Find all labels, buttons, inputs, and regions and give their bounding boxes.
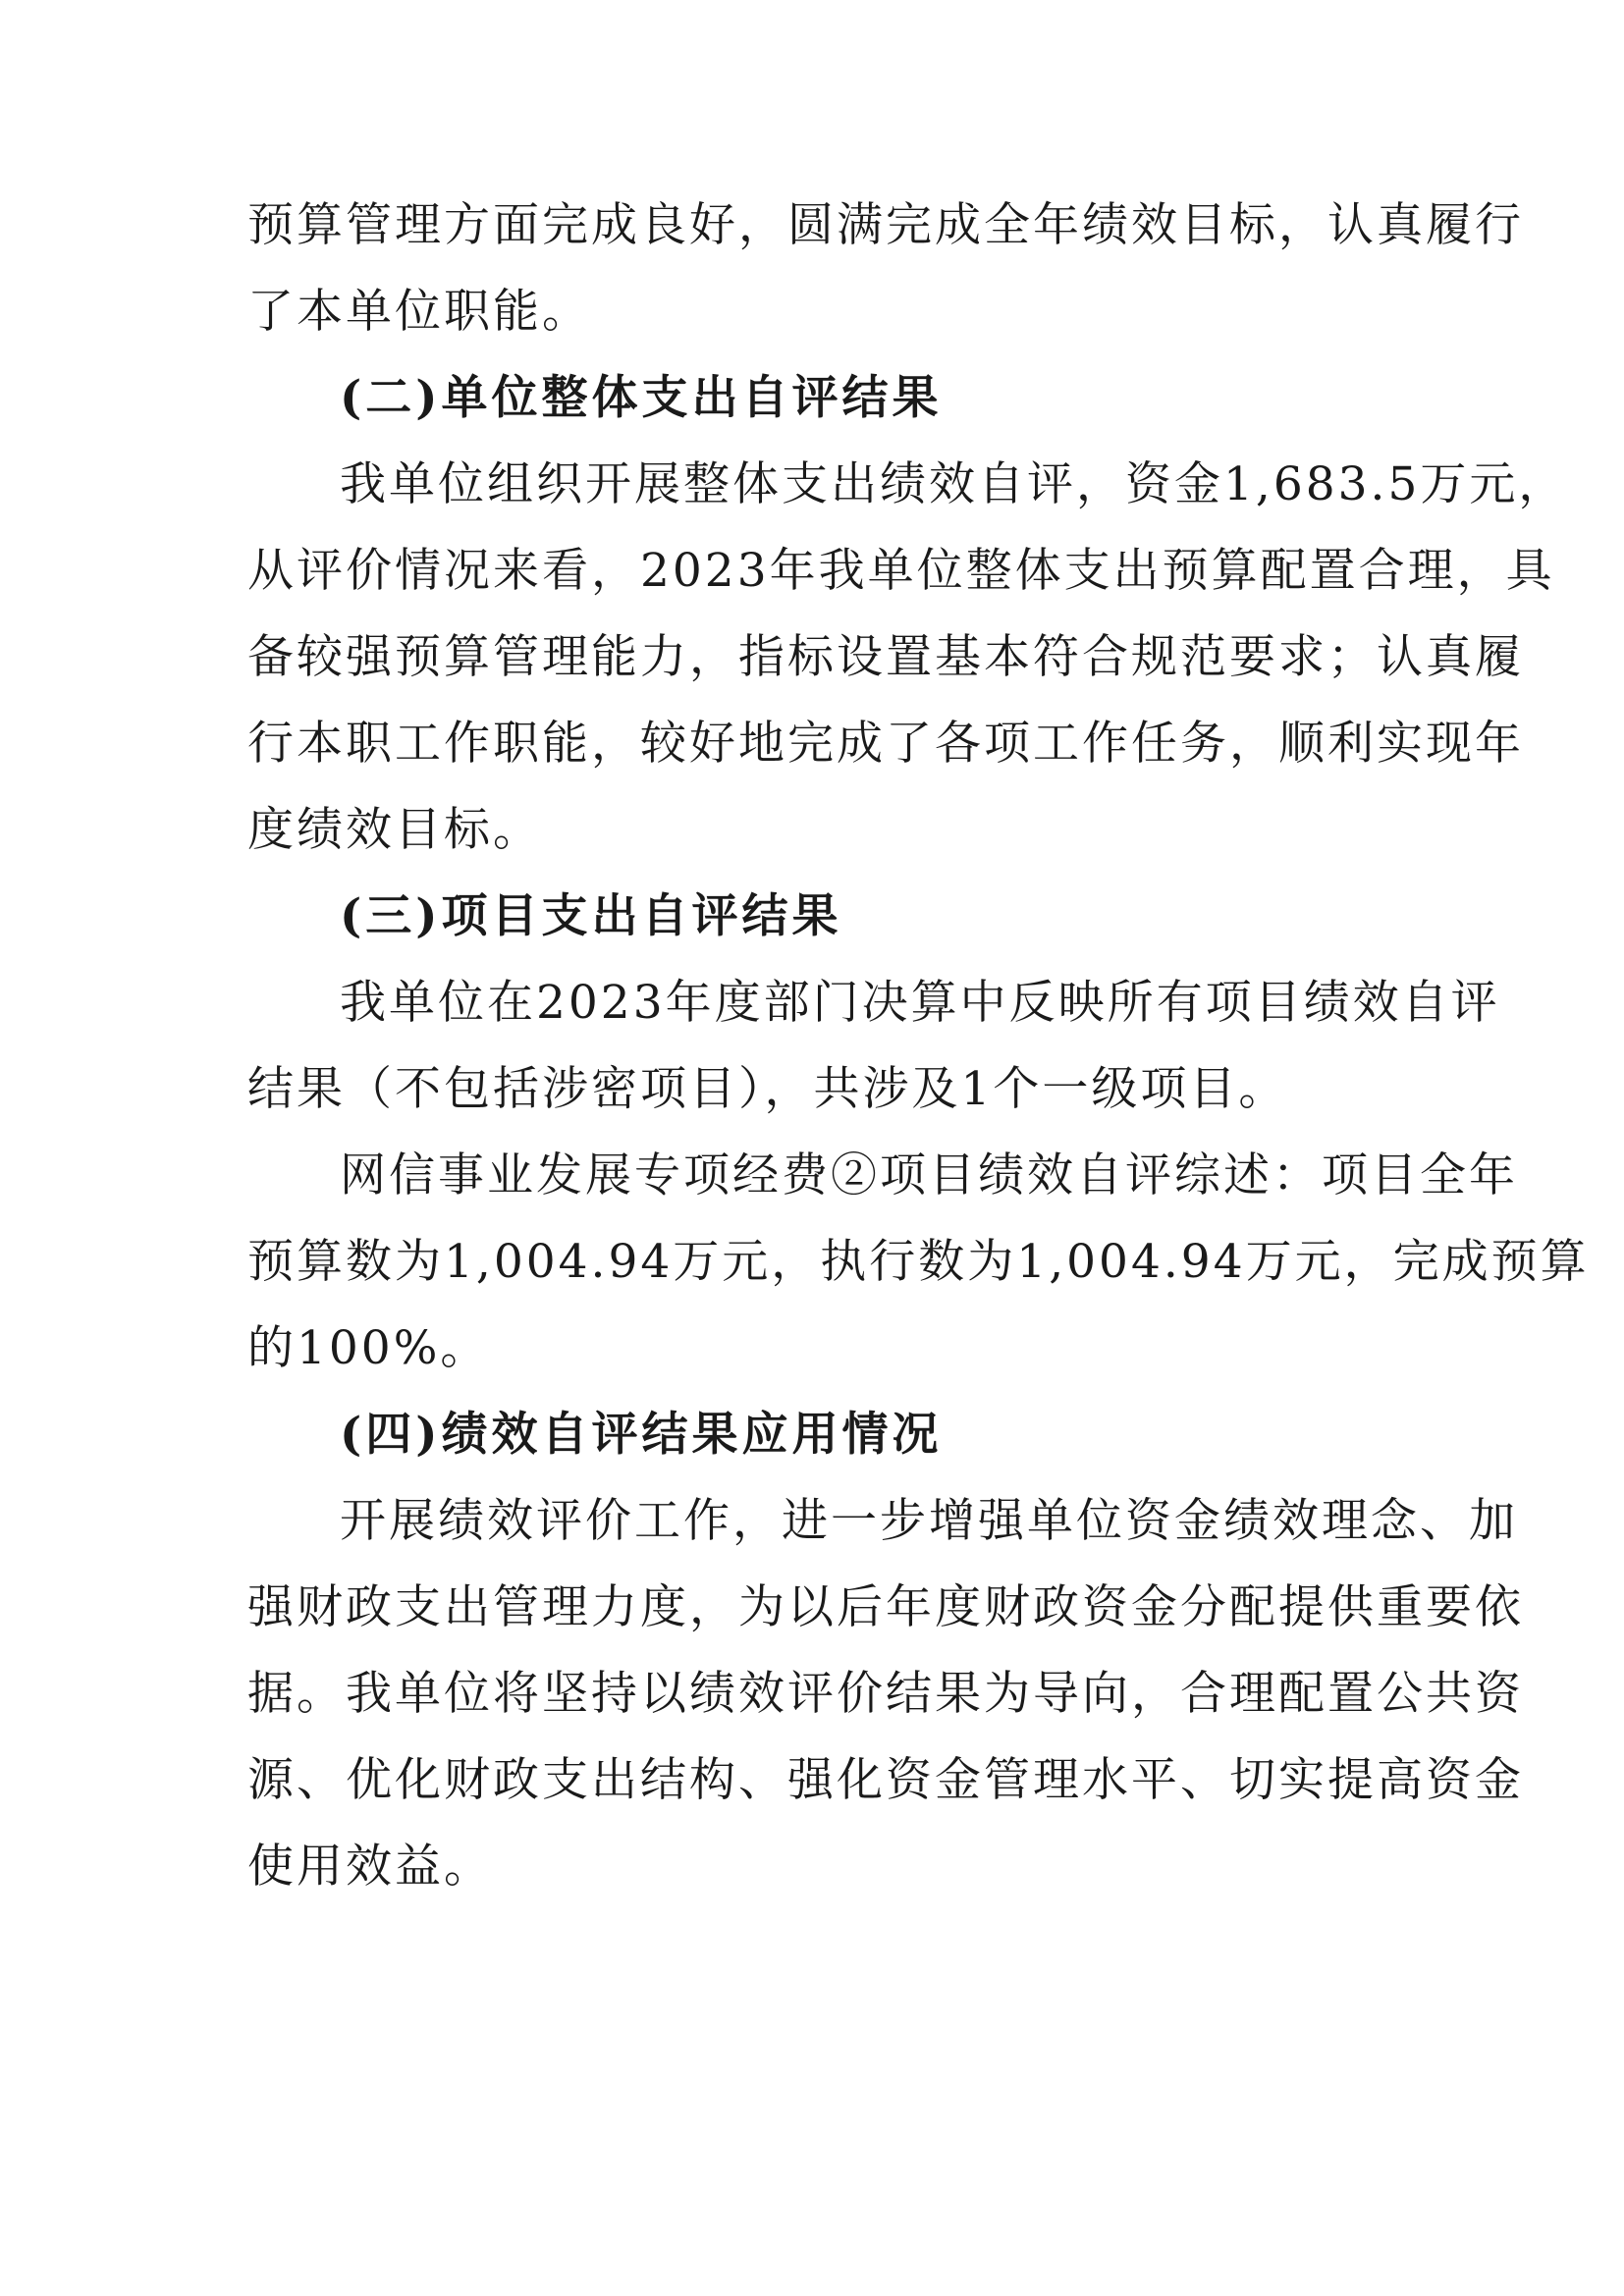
paragraph-line: 行本职工作职能，较好地完成了各项工作任务，顺利实现年 xyxy=(247,717,1524,771)
paragraph-line: 开展绩效评价工作，进一步增强单位资金绩效理念、加 xyxy=(340,1494,1518,1548)
paragraph-line: 预算数为1,004.94万元，执行数为1,004.94万元，完成预算 xyxy=(247,1235,1590,1289)
paragraph-line: 度绩效目标。 xyxy=(247,803,542,857)
paragraph-line: 预算管理方面完成良好，圆满完成全年绩效目标，认真履行 xyxy=(247,198,1524,252)
paragraph-line: 的100%。 xyxy=(247,1321,490,1375)
section-heading-results-application: (四)绩效自评结果应用情况 xyxy=(340,1408,943,1462)
paragraph-line: 强财政支出管理力度，为以后年度财政资金分配提供重要依 xyxy=(247,1580,1524,1634)
paragraph-line: 据。我单位将坚持以绩效评价结果为导向，合理配置公共资 xyxy=(247,1667,1524,1721)
paragraph-line: 使用效益。 xyxy=(247,1840,493,1894)
paragraph-line: 我单位在2023年度部门决算中反映所有项目绩效自评 xyxy=(340,976,1500,1030)
paragraph-line: 结果（不包括涉密项目），共涉及1个一级项目。 xyxy=(247,1062,1288,1116)
paragraph-line: 了本单位职能。 xyxy=(247,285,591,339)
paragraph-line: 源、优化财政支出结构、强化资金管理水平、切实提高资金 xyxy=(247,1753,1524,1807)
paragraph-line: 从评价情况来看，2023年我单位整体支出预算配置合理，具 xyxy=(247,544,1555,598)
paragraph-line: 网信事业发展专项经费②项目绩效自评综述：项目全年 xyxy=(340,1148,1518,1202)
paragraph-line: 备较强预算管理能力，指标设置基本符合规范要求；认真履 xyxy=(247,630,1524,684)
section-heading-unit-overall: (二)单位整体支出自评结果 xyxy=(340,371,943,425)
paragraph-line: 我单位组织开展整体支出绩效自评，资金1,683.5万元， xyxy=(340,457,1568,511)
section-heading-project-expenditure: (三)项目支出自评结果 xyxy=(340,889,842,943)
